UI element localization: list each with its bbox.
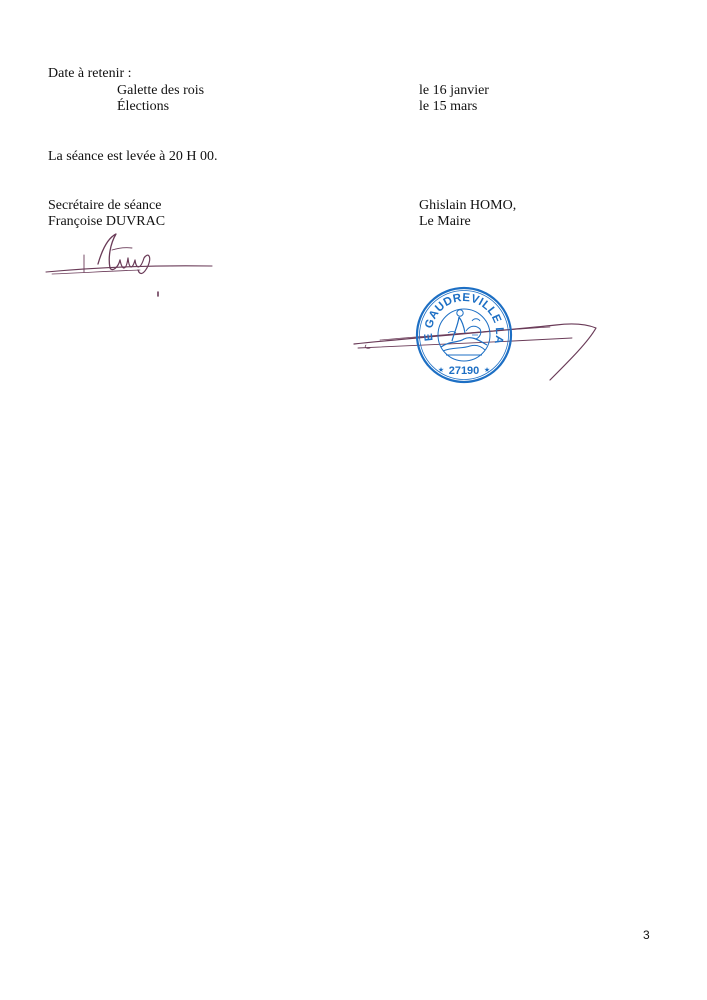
secretary-signature bbox=[40, 228, 220, 303]
seal-ring-text: E GAUDREVILLE LA bbox=[422, 291, 506, 345]
event-date: le 15 mars bbox=[419, 99, 478, 114]
page-number: 3 bbox=[643, 928, 650, 942]
closing-statement: La séance est levée à 20 H 00. bbox=[48, 149, 218, 164]
star-icon: ★ bbox=[437, 366, 445, 374]
mayor-role: Le Maire bbox=[419, 214, 471, 229]
mairie-seal bbox=[414, 285, 514, 385]
seal-postcode: 27190 bbox=[448, 365, 480, 377]
event-name: Galette des rois bbox=[117, 83, 205, 98]
event-name: Élections bbox=[117, 99, 170, 114]
mayor-name: Ghislain HOMO, bbox=[419, 198, 517, 213]
secretary-role: Secrétaire de séance bbox=[48, 198, 162, 213]
event-date: le 16 janvier bbox=[419, 83, 489, 98]
dates-heading: Date à retenir : bbox=[48, 66, 132, 81]
secretary-name: Françoise DUVRAC bbox=[48, 214, 166, 229]
star-icon: ★ bbox=[483, 366, 491, 374]
